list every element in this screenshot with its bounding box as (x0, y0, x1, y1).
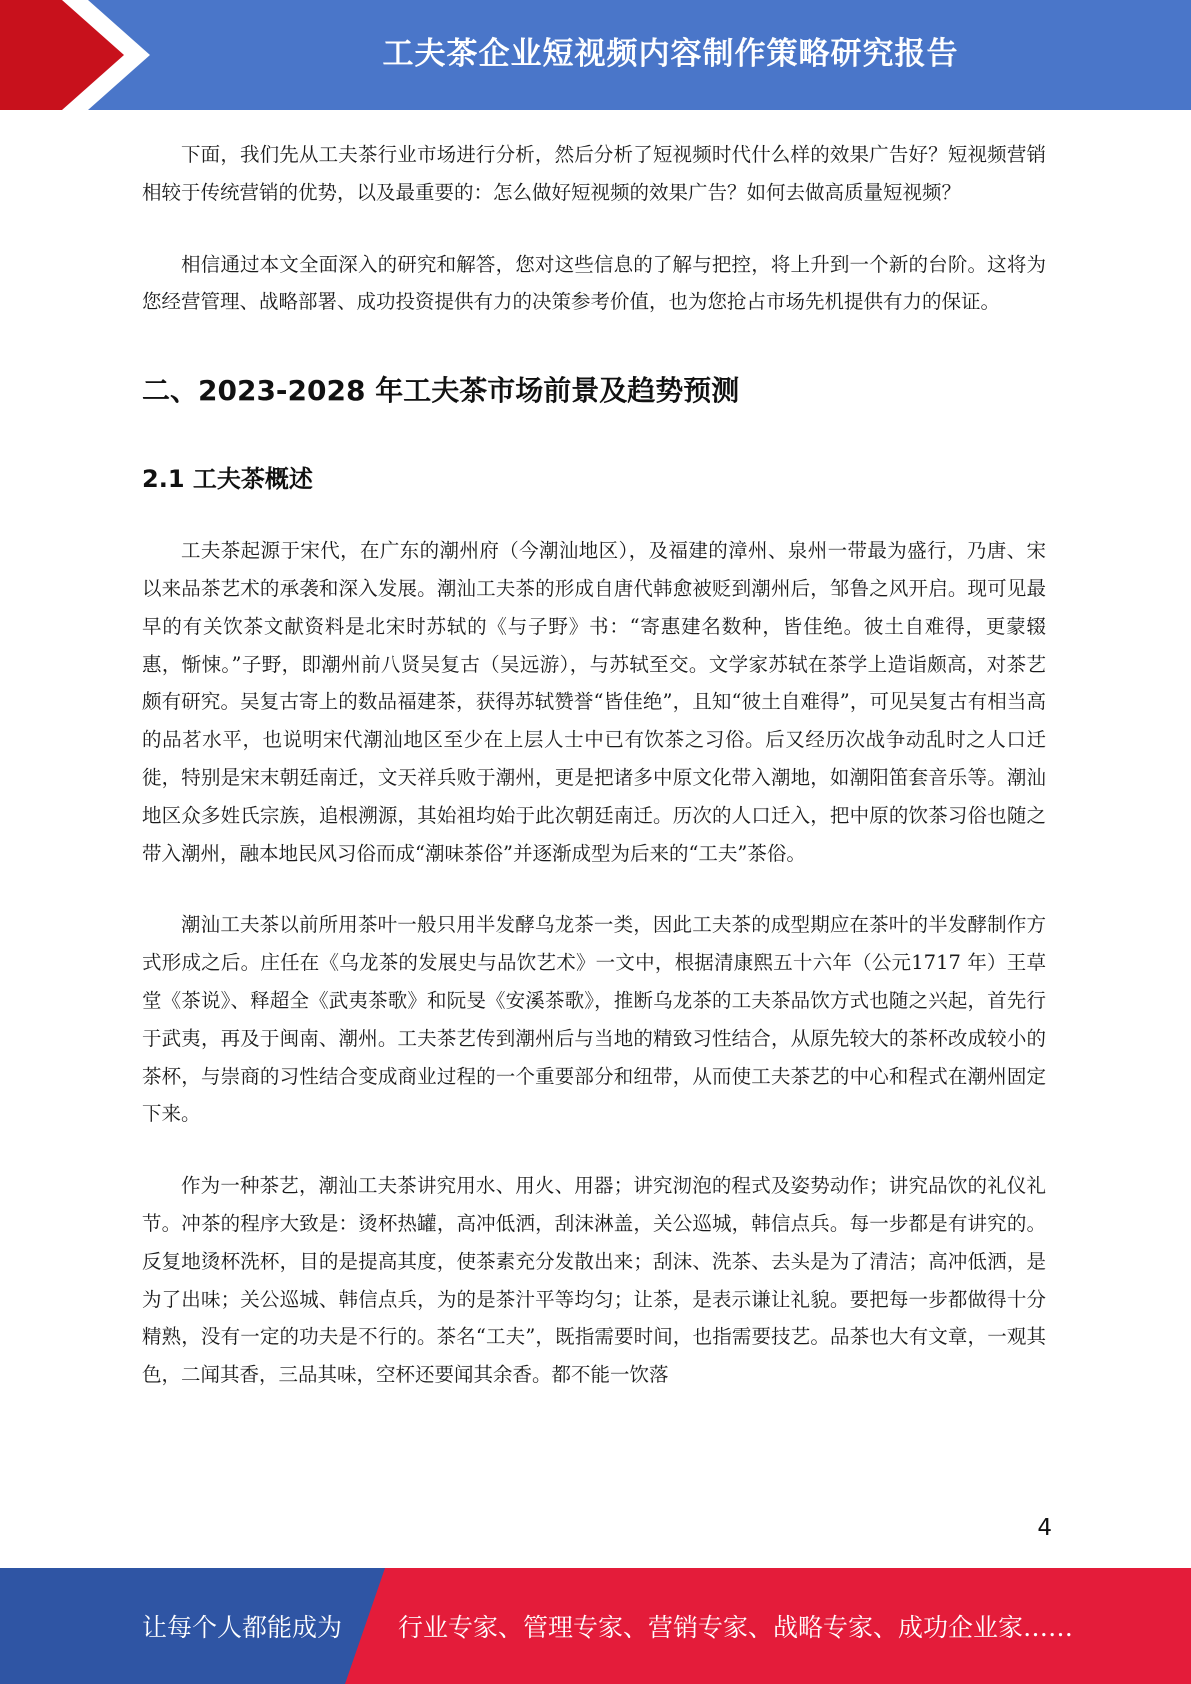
page-number: 4 (1037, 1515, 1052, 1541)
page-content (142, 136, 1046, 1394)
intro-paragraph-1: 下面，我们先从工夫茶行业市场进行分析，然后分析了短视频时代什么样的效果广告好？短视频营销相较于传统营销的优势，以及最重要的：怎么做好短视频的效果广告？如何去做高质量短视频？ (142, 143, 1046, 204)
footer-slogan-right: 行业专家、管理专家、营销专家、战略专家、成功企业家…… (398, 1613, 1074, 1642)
header-title: 工夫茶企业短视频内容制作策略研究报告 (382, 35, 959, 72)
intro-paragraph-2: 相信通过本文全面深入的研究和解答，您对这些信息的了解与把控，将上升到一个新的台阶。这将为您经营管理、战略部署、成功投资提供有力的决策参考价值，也为您抢占市场先机提供有力的保证。 (142, 252, 1046, 314)
section-heading: 二、2023-2028 年工夫茶市场前景及趋势预测 (142, 374, 740, 408)
body-paragraph-1: 工夫茶起源于宋代，在广东的潮州府（今潮汕地区），及福建的漳州、泉州一带最为盛行，乃唐、宋以来品茶艺术的承袭和深入发展。潮汕工夫茶的形成自唐代韩愈被贬到潮州后，邹鲁之风开启。现可见最早的有关饮茶文献资料是北宋时苏轼的《与子野》书：“寄惠建名数种，皆佳绝。彼土自难得，更蒙辍惠，惭悚。”子野，即潮州前八贤吴复古（吴远游），与苏轼至交。文学家苏轼在茶学上造诣颇高，对茶艺颇有研究。吴复古寄上的数品福建茶，获得苏轼赞誉“皆佳绝”，且知“彼土自难得”，可见吴复古有相当高的品茗水平，也说明宋代潮汕地区至少在上层人士中已有饮茶之习俗。后又经历次战争动乱时之人口迁徙，特别是宋末朝廷南迁，文天祥兵败于潮州，更是把诸多中原文化带入潮地，如潮阳笛套音乐等。潮汕地区众多姓氏宗族，追根溯源，其始祖均始于此次朝廷南迁。历次的人口迁入，把中原的饮茶习俗也随之带入潮州，融本地民风习俗而成“潮味茶俗”并逐渐成型为后来的“工夫”茶俗。 (142, 539, 1046, 865)
page-header (0, 0, 1191, 110)
body-paragraph-3: 作为一种茶艺，潮汕工夫茶讲究用水、用火、用器；讲究沏泡的程式及姿势动作；讲究品饮的礼仪礼节。冲茶的程序大致是：烫杯热罐，高冲低洒，刮沫淋盖，关公巡城，韩信点兵。每一步都是有讲究的。反复地烫杯洗杯，目的是提高其度，使茶素充分发散出来；刮沫、洗茶、去头是为了清洁；高冲低洒，是为了出味；关公巡城、韩信点兵，为的是茶汁平等均匀；让茶，是表示谦让礼貌。要把每一步都做得十分精熟，没有一定的功夫是不行的。茶名“工夫”，既指需要时间，也指需要技艺。品茶也大有文章，一观其色，二闻其香，三品其味，空杯还要闻其余香。都不能一饮落 (142, 1174, 1046, 1387)
body-paragraph-2: 潮汕工夫茶以前所用茶叶一般只用半发酵乌龙茶一类，因此工夫茶的成型期应在茶叶的半发酵制作方式形成之后。庄任在《乌龙茶的发展史与品饮艺术》一文中，根据清康熙五十六年（公元1717 年）王草堂《茶说》、释超全《武夷茶歌》和阮旻《安溪茶歌》，推断乌龙茶的工夫茶品饮方式也随之兴起，首先行于武夷，再及于闽南、潮州。工夫茶艺传到潮州后与当地的精致习性结合，从原先较大的茶杯改成较小的茶杯，与崇商的习性结合变成商业过程的一个重要部分和纽带，从而使工夫茶艺的中心和程式在潮州固定下来。 (142, 913, 1046, 1126)
subsection-heading: 2.1 工夫茶概述 (142, 465, 313, 494)
page-footer (0, 1568, 1191, 1684)
header-arrow-decoration (0, 0, 150, 110)
footer-slogan-left: 让每个人都能成为 (142, 1613, 343, 1642)
